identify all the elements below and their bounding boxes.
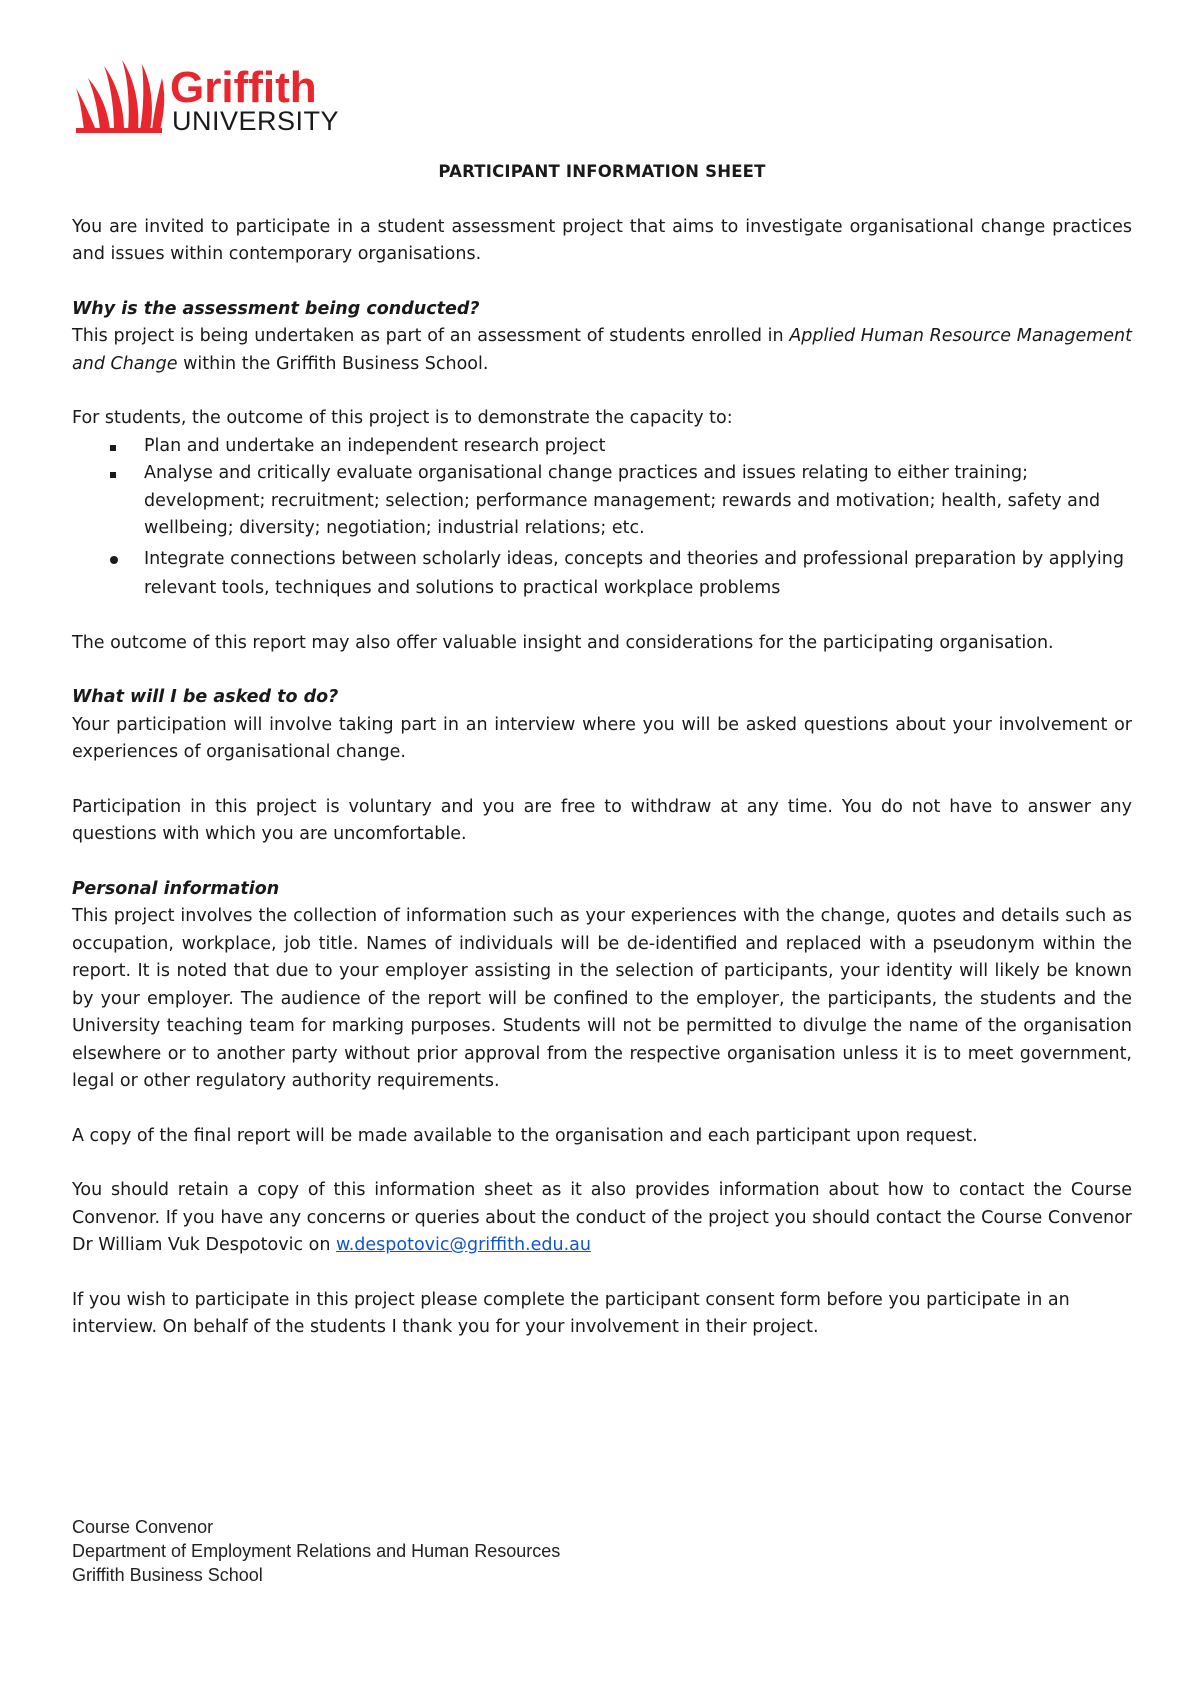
asked-section	[72, 684, 1132, 767]
why-text-before: This project is being undertaken as part of an assessment of students enrolled in	[72, 326, 790, 346]
list-item	[72, 545, 1132, 603]
personal-section	[72, 876, 1132, 1096]
list-item-text: Plan and undertake an independent research project	[144, 435, 606, 456]
asked-heading: What will I be asked to do?	[72, 687, 339, 707]
email-link[interactable]: w.despotovic@griffith.edu.au	[336, 1235, 591, 1255]
list-item	[72, 460, 1132, 543]
logo-wordmark: Griffith	[170, 63, 317, 112]
why-section	[72, 296, 1132, 379]
retain-text: You should retain a copy of this information sheet as it also provides information about how to contact the Course Convenor. If you have any concerns or queries about the conduct of the project you should contact the Course Convenor Dr William Vuk Despotovic on	[72, 1180, 1132, 1255]
why-heading: Why is the assessment being conducted?	[72, 298, 480, 319]
footer-address	[72, 1515, 560, 1587]
voluntary-paragraph: Participation in this project is voluntary and you are free to withdraw at any time. You do not have to answer any questions with which you are uncomfortable.	[72, 796, 1132, 844]
retain-paragraph	[72, 1177, 1132, 1260]
intro-paragraph: You are invited to participate in a student assessment project that aims to investigate organisational change practices and issues within contemporary organisations.	[72, 216, 1132, 264]
personal-heading: Personal information	[72, 878, 280, 899]
outcome-intro: For students, the outcome of this project is to demonstrate the capacity to:	[72, 408, 733, 428]
closing-paragraph: If you wish to participate in this project please complete the participant consent form before you participate in an interview. On behalf of the students I thank you for your involvement in their project.	[72, 1289, 1070, 1337]
footer-line: Course Convenor	[72, 1517, 214, 1537]
list-item-text: Analyse and critically evaluate organisational change practices and issues relating to either training; development; recruitment; selection; performance management; rewards and motivation; health, safety and wellbeing; diversity; negotiation; industrial relations; etc.	[144, 463, 1101, 538]
griffith-logo-graphic	[74, 58, 359, 134]
page-title: PARTICIPANT INFORMATION SHEET	[438, 162, 766, 181]
why-text-after: within the Griffith Business School.	[177, 353, 489, 374]
round-bullet-icon	[110, 556, 118, 564]
list-item	[72, 433, 1132, 461]
square-bullet-icon	[110, 472, 116, 478]
list-item-text: Integrate connections between scholarly ideas, concepts and theories and professional preparation by applying relevant tools, techniques and solutions to practical workplace problems	[144, 548, 1124, 598]
footer-line: Department of Employment Relations and Human Resources	[72, 1541, 561, 1561]
asked-text: Your participation will involve taking part in an interview where you will be asked questions about your involvement or experiences of organisational change.	[72, 714, 1132, 762]
logo-subtitle: UNIVERSITY	[172, 106, 340, 134]
flame-icon	[76, 60, 164, 133]
document-body	[72, 158, 1132, 1369]
copy-paragraph: A copy of the final report will be made available to the organisation and each participant upon request.	[72, 1125, 978, 1146]
course-name: Applied Human Resource Management and Change	[72, 326, 1133, 374]
outcome-list	[72, 433, 1132, 603]
griffith-university-logo	[74, 58, 359, 134]
footer-line: Griffith Business School	[72, 1565, 263, 1585]
personal-text: This project involves the collection of information such as your experiences with the change, quotes and details such as occupation, workplace, job title. Names of individuals will be de-identified and replaced with a pseudonym within the report. It is noted that due to your employer assisting in the selection of participants, your identity will likely be known by your employer. The audience of the report will be confined to the employer, the participants, the students and the University teaching team for marking purposes. Students will not be permitted to divulge the name of the organisation elsewhere or to another party without prior approval from the respective organisation unless it is to meet government, legal or other regulatory authority requirements.	[72, 906, 1132, 1091]
outcome-org-paragraph: The outcome of this report may also offer valuable insight and considerations for the participating organisation.	[72, 632, 1054, 653]
square-bullet-icon	[110, 445, 116, 451]
